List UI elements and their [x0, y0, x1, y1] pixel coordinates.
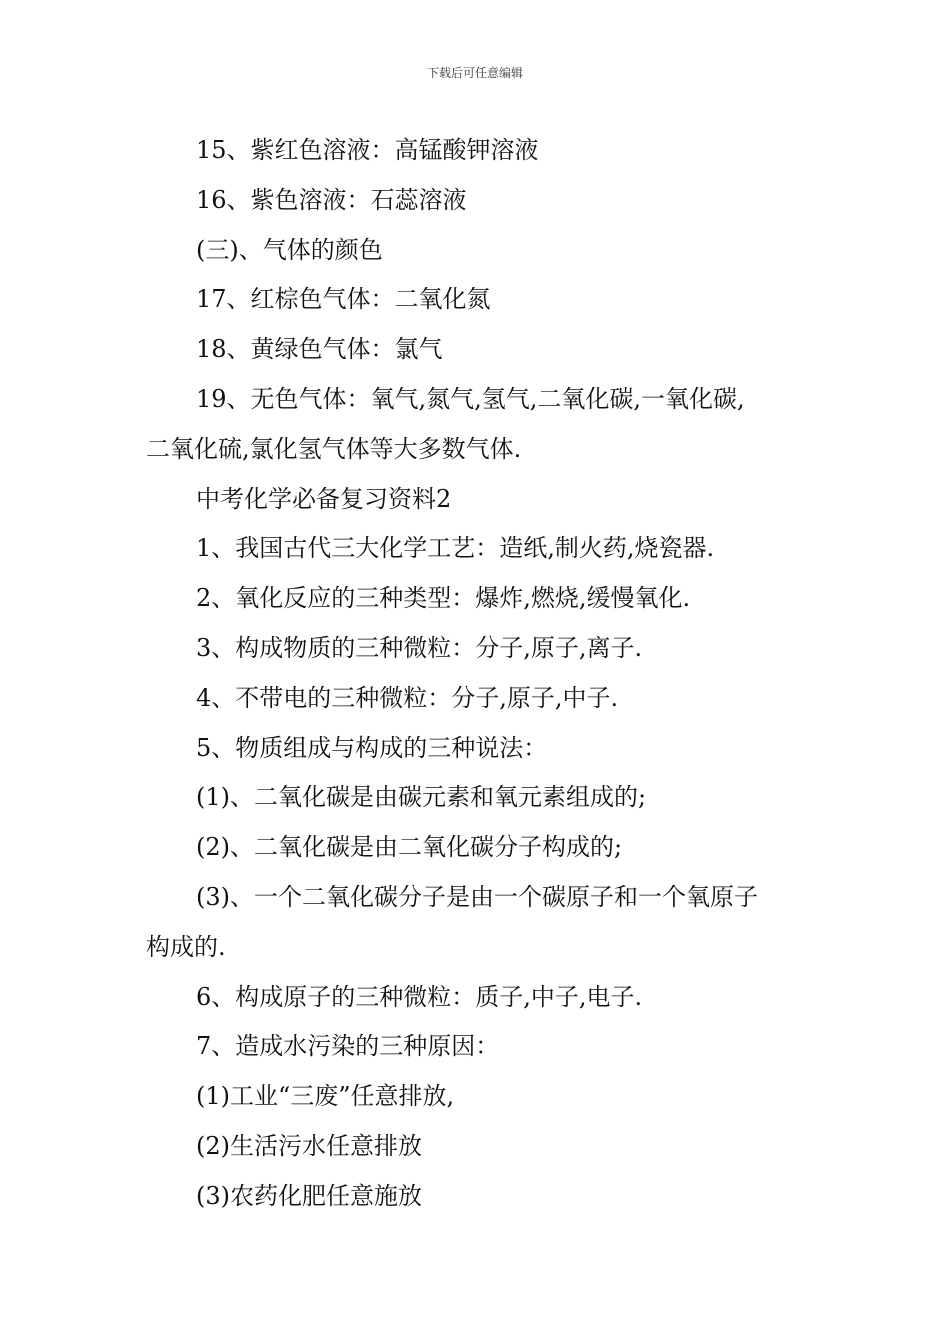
text-line: 15、紫红色溶液：高锰酸钾溶液 — [196, 136, 539, 164]
text-line: 17、红棕色气体：二氧化氮 — [196, 285, 491, 314]
text-line: 2、氧化反应的三种类型：爆炸,燃烧,缓慢氧化. — [196, 584, 691, 613]
text-line: 18、黄绿色气体：氯气 — [196, 335, 443, 364]
text-line: 3、构成物质的三种微粒：分子,原子,离子. — [196, 633, 643, 662]
section-heading: (三)、气体的颜色 — [196, 235, 383, 264]
text-line: 6、构成原子的三种微粒：质子,中子,电子. — [196, 982, 643, 1011]
text-line: 16、紫色溶液：石蕊溶液 — [196, 185, 467, 214]
document-body — [146, 126, 816, 1222]
text-line: (3)、一个二氧化碳分子是由一个碳原子和一个氧原子 — [196, 882, 758, 911]
text-line: 4、不带电的三种微粒：分子,原子,中子. — [196, 683, 619, 712]
text-line: (2)、二氧化碳是由二氧化碳分子构成的; — [196, 833, 623, 862]
text-line-continuation: 二氧化硫,氯化氢气体等大多数气体. — [146, 434, 522, 463]
text-line: (3)农药化肥任意施放 — [196, 1181, 422, 1210]
text-line-continuation: 构成的. — [146, 932, 226, 961]
text-line: 1、我国古代三大化学工艺：造纸,制火药,烧瓷器. — [196, 534, 715, 563]
text-line: 5、物质组成与构成的三种说法： — [196, 733, 548, 762]
page-header-note: 下载后可任意编辑 — [426, 66, 523, 80]
text-line: (2)生活污水任意排放 — [196, 1131, 422, 1160]
text-line: (1)、二氧化碳是由碳元素和氧元素组成的; — [196, 783, 647, 812]
text-line: 7、造成水污染的三种原因： — [196, 1032, 500, 1061]
document-section-title: 中考化学必备复习资料2 — [196, 484, 452, 513]
text-line: 19、无色气体：氧气,氮气,氢气,二氧化碳,一氧化碳, — [196, 384, 745, 413]
text-line: (1)工业“三废”任意排放, — [196, 1082, 455, 1111]
